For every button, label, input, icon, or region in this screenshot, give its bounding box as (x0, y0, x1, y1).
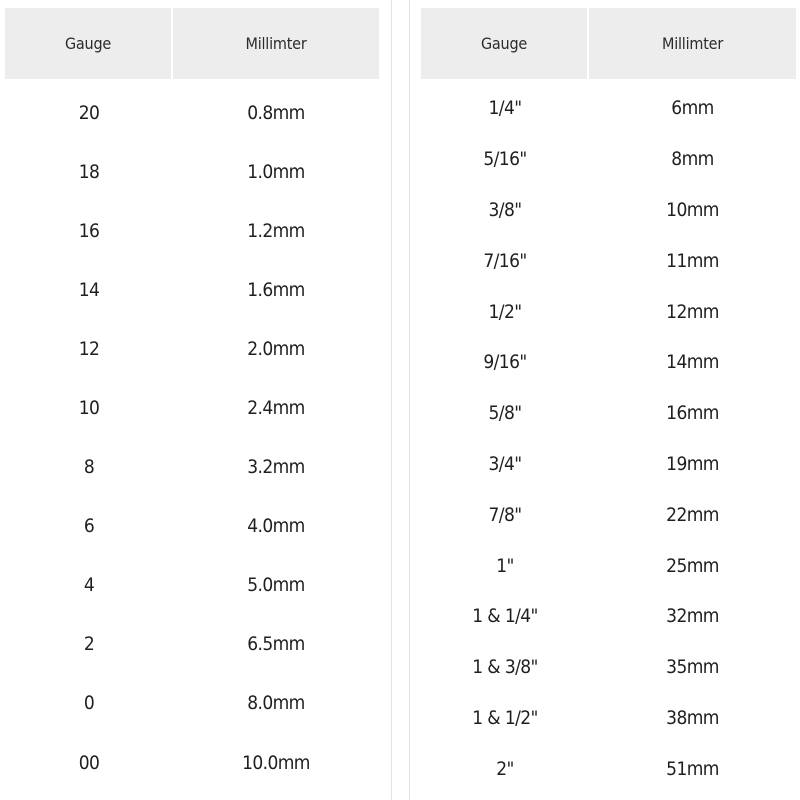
millimeter-cell: 11mm (666, 249, 719, 272)
header-gauge: Gauge (64, 34, 112, 53)
table-row (421, 743, 796, 794)
right-gauge-table (421, 8, 796, 800)
table-row (5, 556, 379, 615)
table-row (5, 733, 379, 792)
millimeter-cell: 8.0mm (247, 692, 305, 715)
table-row (421, 388, 796, 439)
gauge-cell: 7/16" (483, 249, 527, 272)
table-row (421, 439, 796, 490)
center-divider-right (409, 0, 410, 800)
millimeter-cell: 16mm (666, 402, 719, 425)
millimeter-cell: 10mm (666, 198, 719, 221)
gauge-cell: 1 & 3/8" (472, 656, 538, 679)
millimeter-cell: 4.0mm (247, 515, 305, 538)
table-row (421, 337, 796, 388)
millimeter-cell: 32mm (666, 605, 719, 628)
table-row (5, 615, 379, 674)
header-gauge: Gauge (480, 34, 528, 53)
table-row (5, 438, 379, 497)
table-body (421, 79, 796, 794)
table-row (421, 642, 796, 693)
table-row (5, 674, 379, 733)
millimeter-cell: 1.0mm (247, 160, 305, 183)
gauge-cell: 18 (78, 160, 100, 183)
left-gauge-table (5, 8, 379, 800)
millimeter-cell: 10.0mm (242, 751, 310, 774)
millimeter-cell: 1.2mm (247, 219, 305, 242)
gauge-cell: 1/2" (488, 300, 522, 323)
gauge-cell: 4 (83, 574, 95, 597)
gauge-cell: 20 (78, 101, 100, 124)
table-row (421, 185, 796, 236)
millimeter-cell: 14mm (666, 351, 719, 374)
millimeter-cell: 2.4mm (247, 397, 305, 420)
gauge-cell: 0 (83, 692, 95, 715)
millimeter-cell: 51mm (666, 757, 719, 780)
millimeter-cell: 3.2mm (247, 456, 305, 479)
gauge-cell: 00 (78, 751, 100, 774)
gauge-cell: 5/8" (488, 402, 522, 425)
gauge-cell: 10 (78, 397, 100, 420)
millimeter-cell: 5.0mm (247, 574, 305, 597)
gauge-cell: 6 (83, 515, 95, 538)
gauge-cell: 3/4" (488, 452, 522, 475)
millimeter-cell: 1.6mm (247, 278, 305, 301)
table-body (5, 79, 379, 792)
center-divider-left (391, 0, 392, 800)
table-row (421, 489, 796, 540)
gauge-cell: 12 (78, 337, 100, 360)
header-millimeter: Millimter (661, 34, 724, 53)
gauge-cell: 2 (83, 633, 95, 656)
millimeter-cell: 2.0mm (247, 337, 305, 360)
table-row (421, 693, 796, 744)
millimeter-cell: 25mm (666, 554, 719, 577)
table-row (5, 142, 379, 201)
millimeter-cell: 38mm (666, 706, 719, 729)
table-row (5, 260, 379, 319)
table-row (421, 134, 796, 185)
table-row (5, 497, 379, 556)
table-row (5, 201, 379, 260)
table-row (421, 286, 796, 337)
gauge-cell: 14 (78, 278, 100, 301)
millimeter-cell: 0.8mm (247, 101, 305, 124)
gauge-cell: 16 (78, 219, 100, 242)
gauge-cell: 2" (496, 757, 514, 780)
header-millimeter: Millimter (245, 34, 307, 53)
gauge-cell: 1/4" (488, 97, 522, 120)
gauge-cell: 3/8" (488, 198, 522, 221)
millimeter-cell: 6.5mm (247, 633, 305, 656)
millimeter-cell: 12mm (666, 300, 719, 323)
millimeter-cell: 35mm (666, 656, 719, 679)
gauge-cell: 8 (83, 456, 95, 479)
millimeter-cell: 8mm (671, 148, 714, 171)
gauge-cell: 7/8" (488, 503, 522, 526)
table-row (421, 235, 796, 286)
table-row (421, 83, 796, 134)
table-row (421, 591, 796, 642)
table-row (5, 378, 379, 437)
table-header (5, 8, 379, 79)
gauge-cell: 1 & 1/2" (472, 706, 538, 729)
millimeter-cell: 22mm (666, 503, 719, 526)
table-row (5, 83, 379, 142)
gauge-cell: 1 & 1/4" (472, 605, 538, 628)
gauge-cell: 9/16" (483, 351, 527, 374)
gauge-cell: 1" (496, 554, 514, 577)
table-header (421, 8, 796, 79)
table-row (421, 540, 796, 591)
millimeter-cell: 6mm (671, 97, 714, 120)
table-row (5, 319, 379, 378)
gauge-cell: 5/16" (483, 148, 527, 171)
millimeter-cell: 19mm (666, 452, 719, 475)
